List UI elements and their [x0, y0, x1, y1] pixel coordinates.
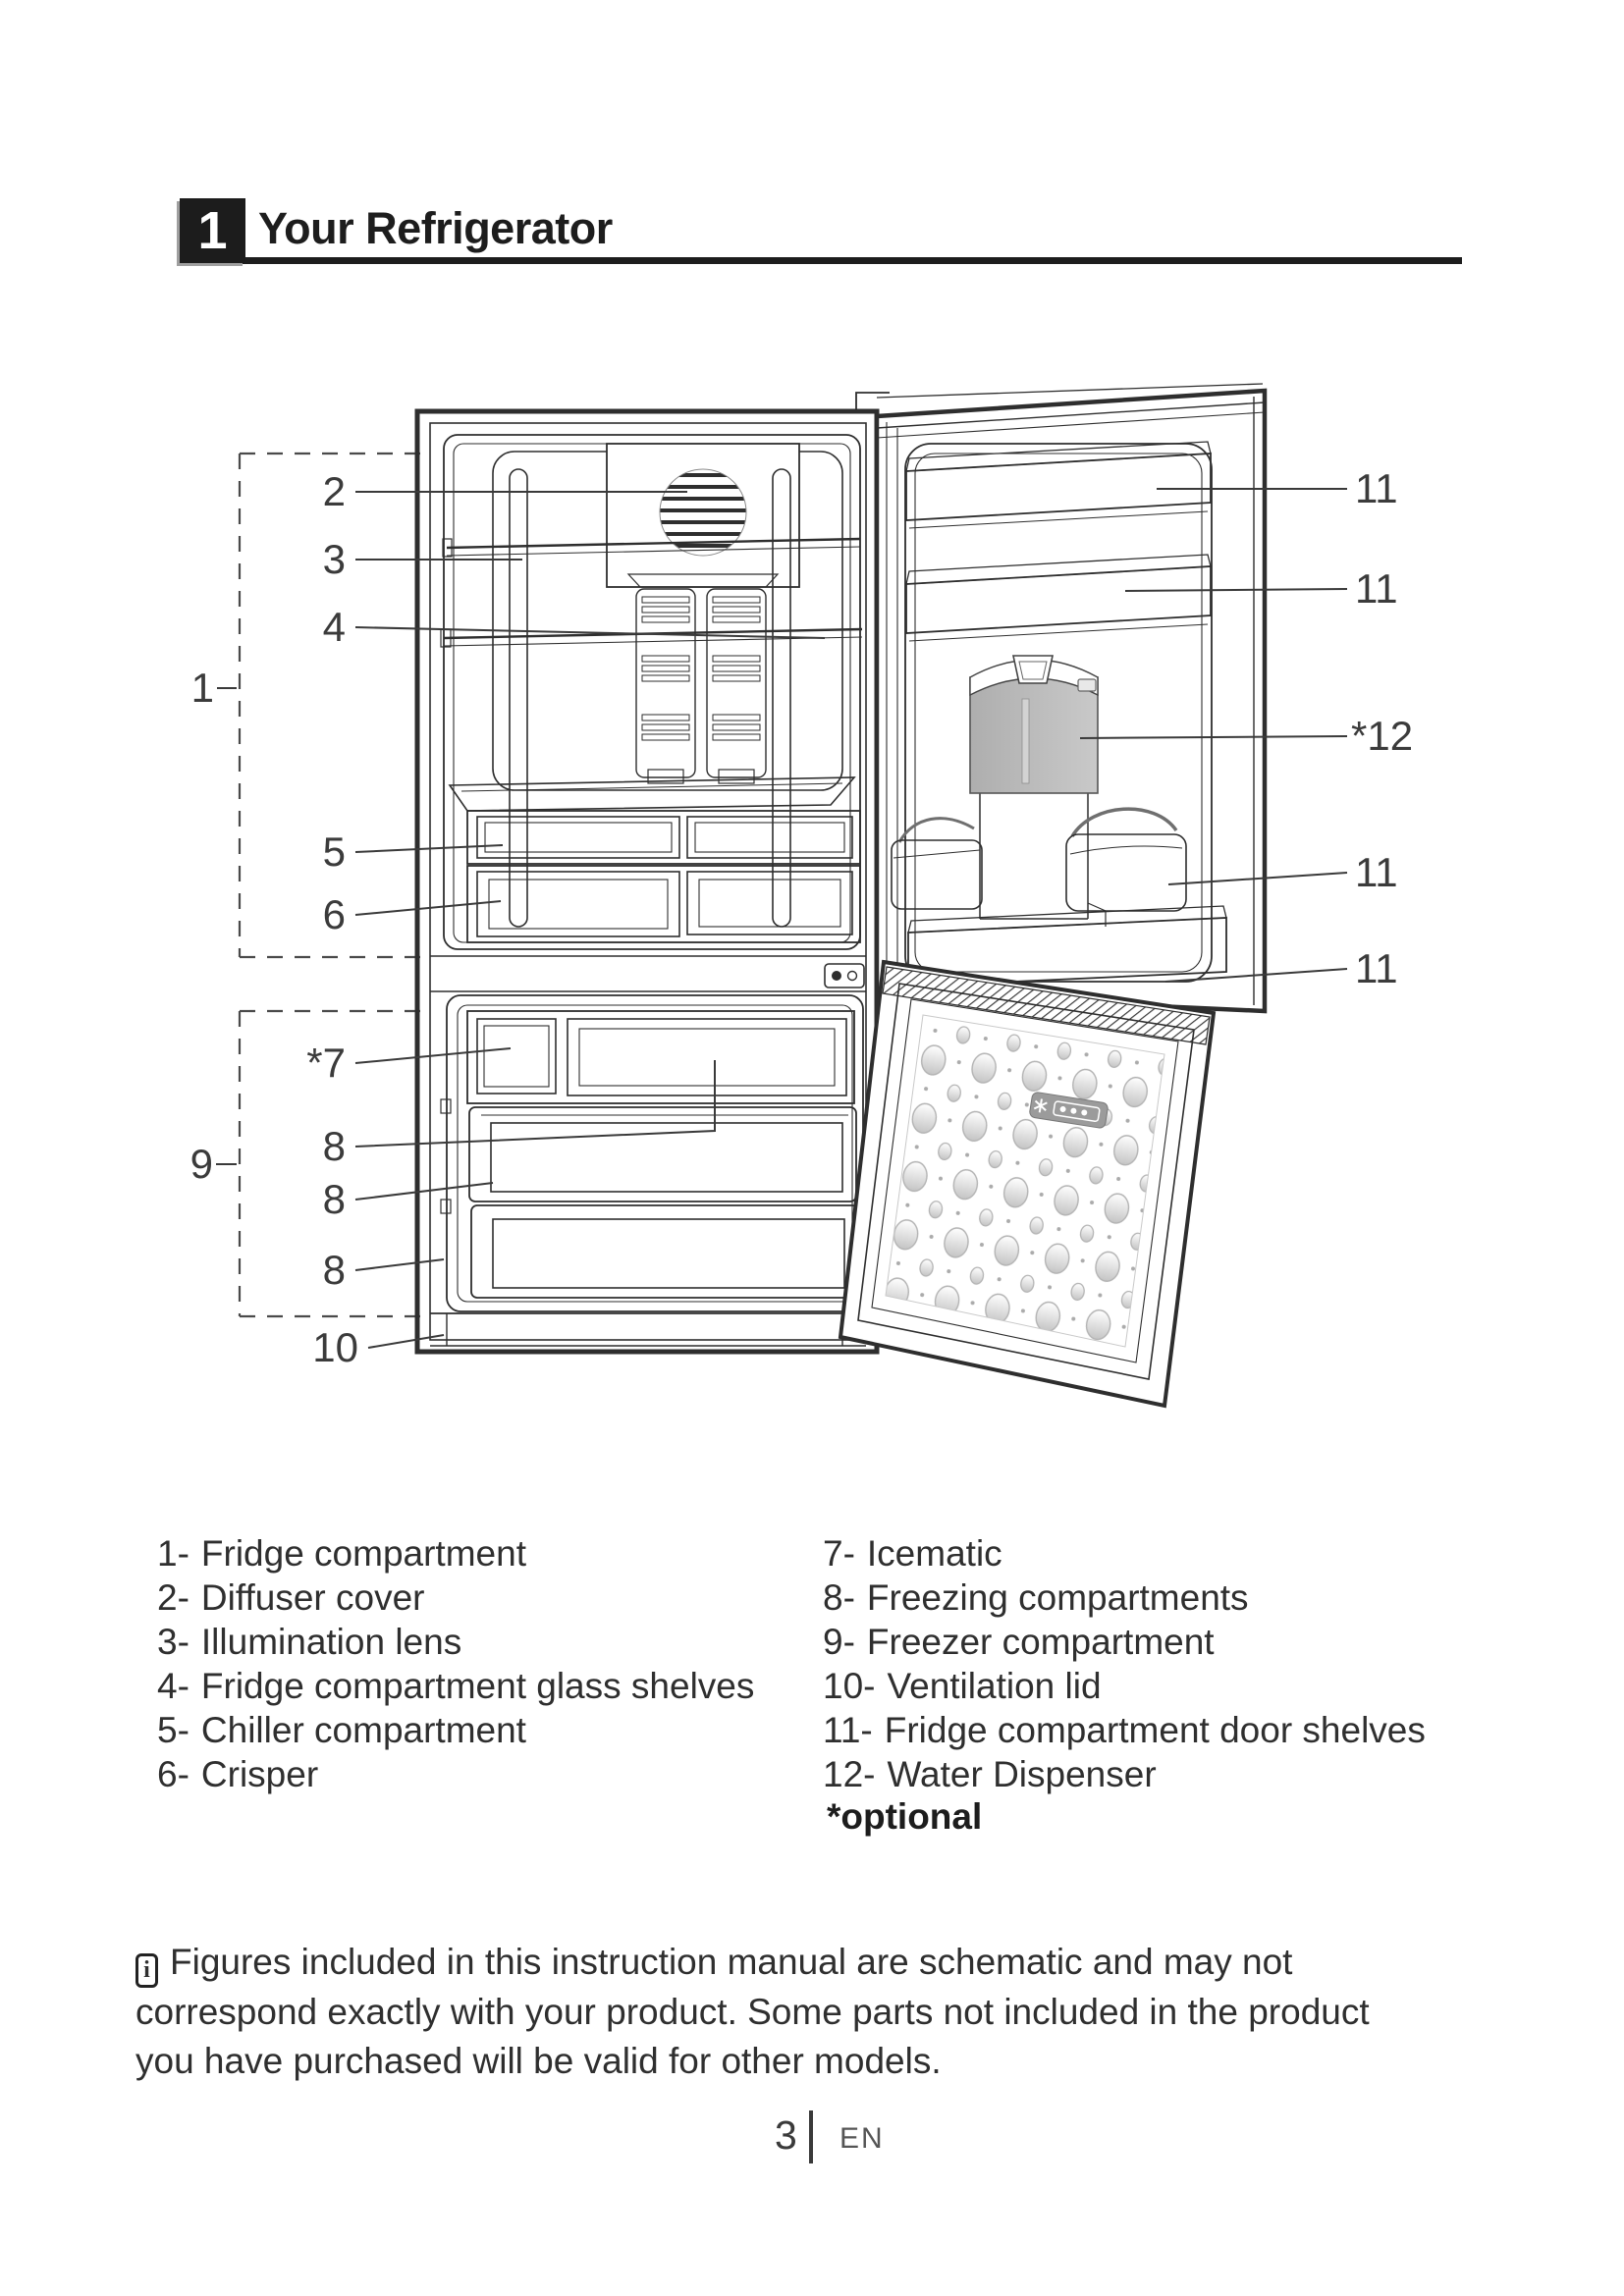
callout-8a: 8 — [322, 1123, 346, 1169]
legend-item: 9- Freezer compartment — [823, 1622, 1215, 1662]
note-line-1: i Figures included in this instruction manual are schematic and may not — [135, 1938, 1471, 1988]
callout-2: 2 — [322, 468, 346, 514]
title-rule — [180, 257, 1462, 264]
legend-item: 7- Icematic — [823, 1533, 1002, 1574]
legend-item: 8- Freezing compartments — [823, 1577, 1249, 1618]
callout-11a: 11 — [1355, 465, 1398, 511]
diffuser-cover — [607, 444, 799, 587]
section-number-box — [180, 198, 245, 263]
callout-10: 10 — [312, 1324, 358, 1370]
footer-divider — [809, 2110, 813, 2163]
fridge-interior — [441, 444, 862, 942]
legend-item: 12- Water Dispenser — [823, 1754, 1157, 1794]
legend-right-column — [823, 1531, 1426, 1796]
ventilation-lid — [430, 1313, 866, 1346]
callout-11b: 11 — [1355, 565, 1398, 612]
icematic — [477, 1019, 556, 1094]
fridge-door — [877, 391, 1265, 1011]
optional-footnote: *optional — [827, 1796, 983, 1837]
callout-11d: 11 — [1355, 945, 1398, 991]
callout-8b: 8 — [322, 1176, 346, 1222]
info-icon: i — [135, 1953, 158, 1988]
language-code: EN — [839, 2122, 885, 2155]
info-note — [135, 1938, 1471, 2086]
callout-5: 5 — [322, 828, 346, 875]
callout-6: 6 — [322, 891, 346, 937]
freezer-drawer-3 — [471, 1205, 858, 1298]
freezer-drawer-2 — [469, 1107, 856, 1201]
page-number: 3 — [775, 2112, 797, 2158]
callout-12: *12 — [1351, 713, 1414, 759]
crisper — [467, 866, 860, 942]
callout-8c: 8 — [322, 1247, 346, 1293]
legend-item: 1- Fridge compartment — [157, 1533, 526, 1574]
callout-3: 3 — [322, 536, 346, 582]
callout-11c: 11 — [1355, 849, 1398, 895]
freezer-interior — [441, 964, 864, 1298]
water-dispenser-tank — [970, 656, 1098, 793]
note-line-2: correspond exactly with your product. Some parts not included in the product — [135, 1992, 1370, 2032]
legend-item: 10- Ventilation lid — [823, 1666, 1102, 1706]
legend-item: 6- Crisper — [157, 1754, 319, 1794]
callout-1: 1 — [190, 665, 214, 711]
legend-item: 2- Diffuser cover — [157, 1577, 425, 1618]
legend-item: 5- Chiller compartment — [157, 1710, 526, 1750]
legend-item: 11- Fridge compartment door shelves — [823, 1710, 1426, 1750]
freezer-door — [840, 962, 1214, 1406]
note-line-3: you have purchased will be valid for other models. — [135, 2041, 942, 2081]
callout-4: 4 — [322, 604, 346, 650]
door-latch — [825, 964, 864, 988]
legend-item: 4- Fridge compartment glass shelves — [157, 1666, 755, 1706]
page-footer — [0, 2109, 1624, 2167]
callout-7: *7 — [306, 1040, 346, 1086]
air-ducts — [636, 589, 766, 783]
page-title: Your Refrigerator — [258, 203, 613, 253]
bracket-fridge-compartment — [240, 454, 422, 957]
legend-item: 3- Illumination lens — [157, 1622, 462, 1662]
callout-9: 9 — [189, 1141, 213, 1187]
section-number: 1 — [197, 201, 228, 260]
legend-left-column — [157, 1531, 754, 1796]
